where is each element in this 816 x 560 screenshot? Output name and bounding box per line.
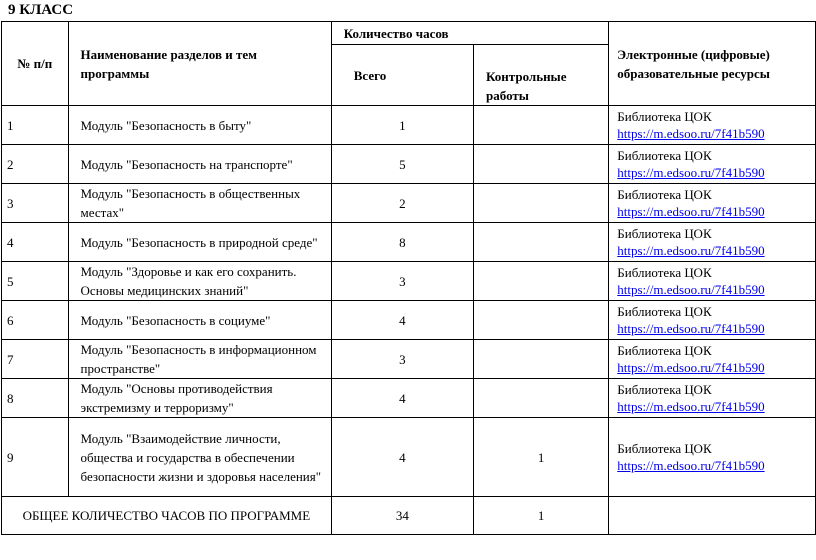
library-label: Библиотека ЦОК	[617, 148, 712, 163]
total-hours: 34	[331, 497, 473, 535]
row-control	[474, 340, 609, 379]
table-row	[2, 340, 816, 379]
table-row	[2, 301, 816, 340]
resource-link[interactable]: https://m.edsoo.ru/7f41b590	[617, 126, 765, 141]
header-control: Контрольные работы	[474, 45, 609, 106]
total-row	[2, 497, 816, 535]
row-name: Модуль "Безопасность в социуме"	[68, 301, 331, 340]
row-num: 9	[2, 418, 69, 497]
row-control	[474, 262, 609, 301]
table-row	[2, 262, 816, 301]
library-label: Библиотека ЦОК	[617, 109, 712, 124]
header-total: Всего	[331, 45, 473, 106]
row-name: Модуль "Безопасность в общественных местах"	[68, 184, 331, 223]
resource-link[interactable]: https://m.edsoo.ru/7f41b590	[617, 282, 765, 297]
row-total: 4	[331, 379, 473, 418]
header-num: № п/п	[2, 22, 69, 106]
page-title: 9 КЛАСС	[8, 2, 74, 18]
row-control: 1	[474, 418, 609, 497]
row-num: 3	[2, 184, 69, 223]
library-label: Библиотека ЦОК	[617, 382, 712, 397]
resource-link[interactable]: https://m.edsoo.ru/7f41b590	[617, 165, 765, 180]
row-resource	[609, 418, 816, 497]
row-num: 5	[2, 262, 69, 301]
library-label: Библиотека ЦОК	[617, 265, 712, 280]
total-control: 1	[474, 497, 609, 535]
table-row	[2, 379, 816, 418]
library-label: Библиотека ЦОК	[617, 187, 712, 202]
row-name: Модуль "Взаимодействие личности, общества и государства в обеспечении безопасности жизни и здоровья населения"	[68, 418, 331, 497]
library-label: Библиотека ЦОК	[617, 226, 712, 241]
row-num: 1	[2, 106, 69, 145]
row-resource	[609, 379, 816, 418]
row-total: 3	[331, 262, 473, 301]
row-resource	[609, 262, 816, 301]
row-total: 2	[331, 184, 473, 223]
table-row	[2, 106, 816, 145]
table-row	[2, 145, 816, 184]
row-total: 4	[331, 301, 473, 340]
row-resource	[609, 145, 816, 184]
resource-link[interactable]: https://m.edsoo.ru/7f41b590	[617, 360, 765, 375]
total-label: ОБЩЕЕ КОЛИЧЕСТВО ЧАСОВ ПО ПРОГРАММЕ	[2, 497, 332, 535]
row-name: Модуль "Безопасность в быту"	[68, 106, 331, 145]
library-label: Библиотека ЦОК	[617, 343, 712, 358]
header-resources: Электронные (цифровые) образовательные ресурсы	[609, 22, 816, 106]
header-name: Наименование разделов и тем программы	[68, 22, 331, 106]
row-resource	[609, 223, 816, 262]
row-name: Модуль "Здоровье и как его сохранить. Основы медицинских знаний"	[68, 262, 331, 301]
row-control	[474, 301, 609, 340]
row-num: 6	[2, 301, 69, 340]
resource-link[interactable]: https://m.edsoo.ru/7f41b590	[617, 399, 765, 414]
row-total: 3	[331, 340, 473, 379]
resource-link[interactable]: https://m.edsoo.ru/7f41b590	[617, 321, 765, 336]
row-resource	[609, 340, 816, 379]
row-num: 8	[2, 379, 69, 418]
row-name: Модуль "Основы противодействия экстремизму и терроризму"	[68, 379, 331, 418]
resource-link[interactable]: https://m.edsoo.ru/7f41b590	[617, 204, 765, 219]
header-hours: Количество часов	[331, 22, 609, 45]
library-label: Библиотека ЦОК	[617, 304, 712, 319]
row-control	[474, 379, 609, 418]
row-name: Модуль "Безопасность в информационном пространстве"	[68, 340, 331, 379]
row-num: 2	[2, 145, 69, 184]
resource-link[interactable]: https://m.edsoo.ru/7f41b590	[617, 458, 765, 473]
row-total: 8	[331, 223, 473, 262]
row-resource	[609, 184, 816, 223]
row-total: 4	[331, 418, 473, 497]
row-total: 5	[331, 145, 473, 184]
row-control	[474, 145, 609, 184]
row-resource	[609, 301, 816, 340]
row-control	[474, 184, 609, 223]
row-total: 1	[331, 106, 473, 145]
row-name: Модуль "Безопасность на транспорте"	[68, 145, 331, 184]
total-resources	[609, 497, 816, 535]
row-name: Модуль "Безопасность в природной среде"	[68, 223, 331, 262]
row-resource	[609, 106, 816, 145]
table-row	[2, 223, 816, 262]
row-control	[474, 106, 609, 145]
row-control	[474, 223, 609, 262]
curriculum-table	[1, 21, 816, 535]
table-row	[2, 418, 816, 497]
row-num: 4	[2, 223, 69, 262]
row-num: 7	[2, 340, 69, 379]
library-label: Библиотека ЦОК	[617, 441, 712, 456]
table-row	[2, 184, 816, 223]
resource-link[interactable]: https://m.edsoo.ru/7f41b590	[617, 243, 765, 258]
header-row-top	[2, 22, 816, 45]
